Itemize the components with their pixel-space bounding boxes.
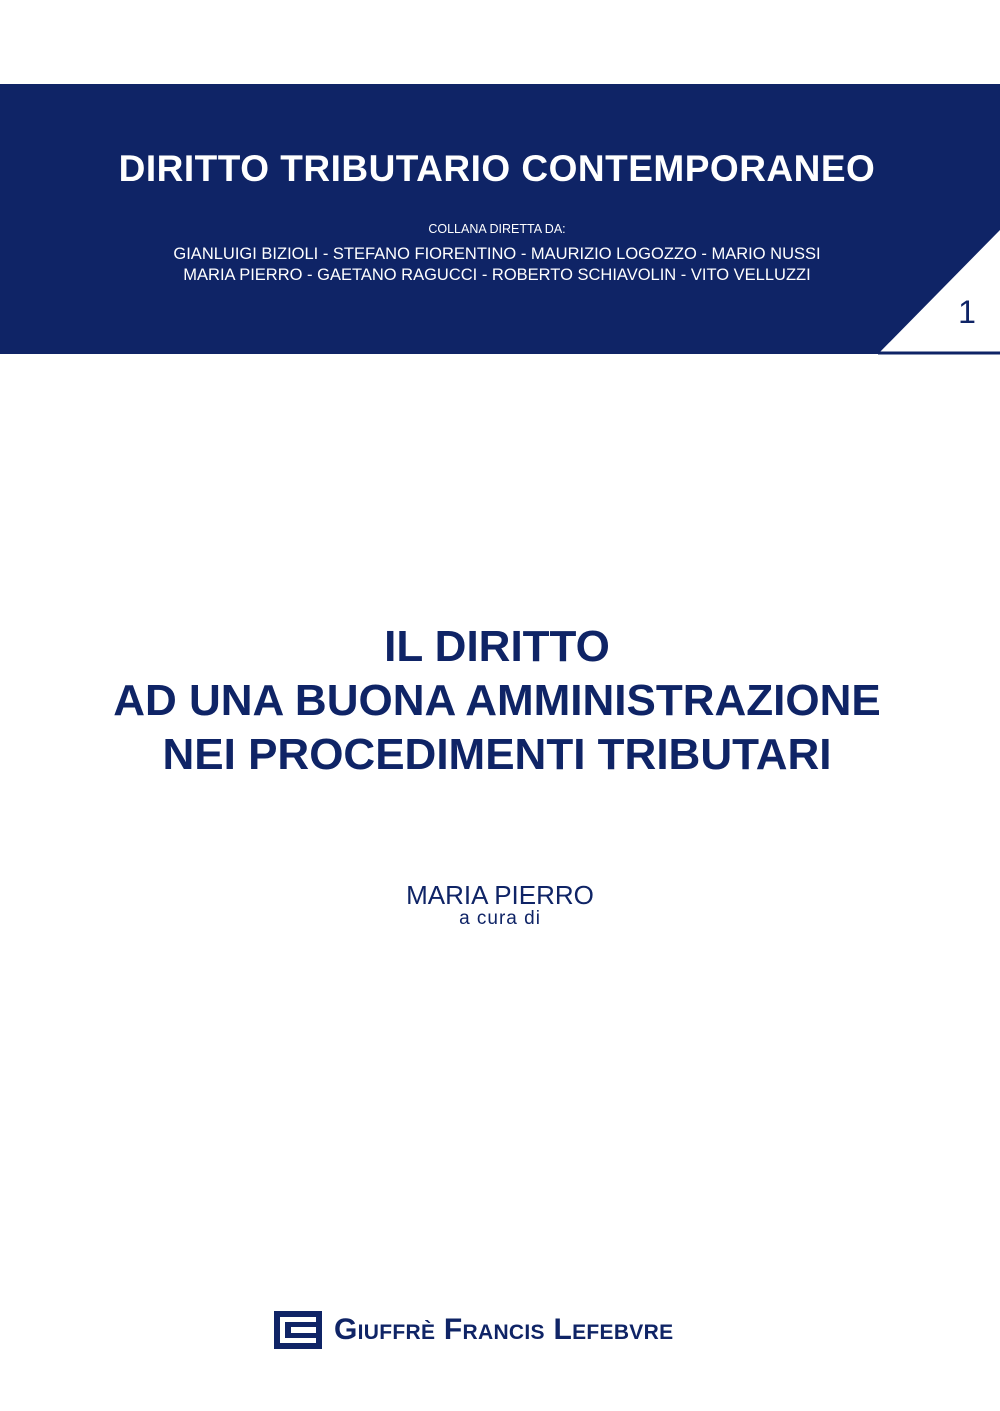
collana-label: COLLANA DIRETTA DA: (428, 222, 566, 236)
publisher-logo (274, 1310, 673, 1350)
volume-corner-triangle (878, 230, 1000, 356)
book-title-line-2: AD UNA BUONA AMMINISTRAZIONE (113, 676, 881, 725)
editors-line-2: MARIA PIERRO - GAETANO RAGUCCI - ROBERTO SCHIAVOLIN - VITO VELLUZZI (183, 266, 811, 284)
book-title-line-3: NEI PROCEDIMENTI TRIBUTARI (162, 730, 832, 779)
publisher-name: Giuffrè Francis Lefebvre (334, 1313, 674, 1346)
series-band (0, 84, 1000, 354)
editor-name: MARIA PIERRO (406, 880, 594, 910)
series-title: DIRITTO TRIBUTARIO CONTEMPORANEO (118, 148, 876, 189)
series-editors (0, 244, 997, 286)
book-title-line-1: IL DIRITTO (384, 622, 610, 671)
editor-role: a cura di (459, 908, 541, 929)
publisher-mark-icon (274, 1311, 322, 1349)
editors-line-1: GIANLUIGI BIZIOLI - STEFANO FIORENTINO - MAURIZIO LOGOZZO - MARIO NUSSI (173, 245, 821, 263)
book-title (0, 620, 997, 782)
volume-number: 1 (958, 294, 976, 330)
